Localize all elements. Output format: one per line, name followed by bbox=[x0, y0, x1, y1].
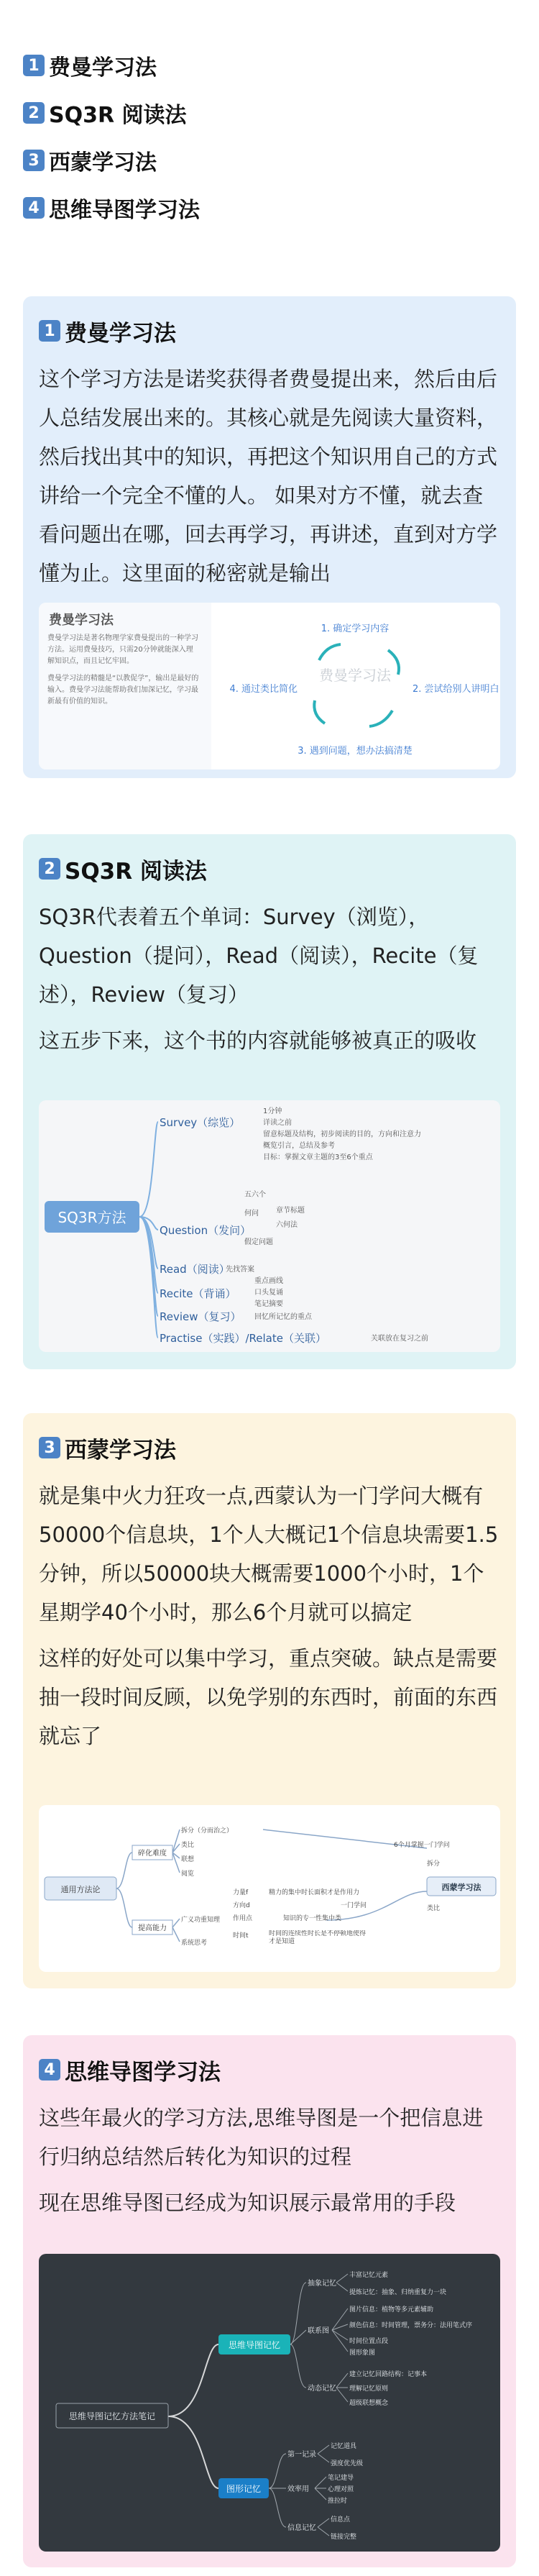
section-title bbox=[39, 309, 500, 352]
mindmap-leaf: 类比 bbox=[181, 1842, 195, 1849]
mindmap-leaf: 精力的集中时长面积才是作用力 bbox=[269, 1889, 360, 1896]
mindmap-leaf: 目标：掌握文章主题的3至6个重点 bbox=[263, 1154, 373, 1161]
mindmap-node: 信息记忆 bbox=[287, 2524, 316, 2532]
mindmap-leaf: 广义功重知理 bbox=[181, 1917, 221, 1924]
mindmap-leaf: 信息点 bbox=[331, 2516, 351, 2524]
toc-item-label: 西蒙学习法 bbox=[49, 150, 157, 175]
mindmap-leaf: 图片信息：植物等多元素辅助 bbox=[349, 2306, 434, 2314]
mindmap-leaf: 颜色信息：时间管理，票务分：法用笔式序 bbox=[349, 2322, 473, 2329]
section-title-text: 思维导图学习法 bbox=[65, 2059, 221, 2086]
mindmap-leaf: 心理对照 bbox=[328, 2486, 354, 2493]
mindmap-branch: 思维导图记忆 bbox=[228, 2340, 281, 2350]
cycle-step: 4. 通过类比简化 bbox=[229, 684, 298, 695]
toc-item-feynman[interactable] bbox=[23, 42, 539, 89]
mindmap-leaf: 笔记建导 bbox=[328, 2475, 354, 2482]
toc-item-sq3r[interactable] bbox=[23, 89, 539, 137]
number-badge: 3 bbox=[23, 150, 45, 171]
mindmap-node: 联系图 bbox=[308, 2327, 329, 2335]
mindmap-node: 第一记录 bbox=[287, 2451, 316, 2459]
mindmap-leaf: 回忆所记忆的重点 bbox=[254, 1313, 312, 1321]
mindmap-leaf: 先找答案 bbox=[226, 1266, 254, 1274]
cycle-arrow-icon bbox=[369, 711, 392, 726]
section-title-text: SQ3R 阅读法 bbox=[65, 858, 207, 885]
mindmap-root: 思维导图记忆方法笔记 bbox=[68, 2411, 156, 2421]
toc-item-label: SQ3R 阅读法 bbox=[49, 103, 187, 128]
mindmap-leaf: 重点画线 bbox=[254, 1277, 283, 1285]
mindmap-leaf: 详读之前 bbox=[263, 1119, 292, 1127]
section-paragraph: 这些年最火的学习方法,思维导图是一个把信息进行归纳总结然后转化为知识的过程 bbox=[39, 2106, 484, 2169]
feynman-diagram bbox=[39, 603, 500, 769]
mindmap-leaf: 口头复诵 bbox=[254, 1289, 283, 1297]
mindmap-leaf: 拆分 bbox=[427, 1860, 441, 1868]
number-badge: 1 bbox=[23, 55, 45, 76]
section-paragraph: 现在思维导图已经成为知识展示最常用的手段 bbox=[39, 2191, 456, 2215]
mindmap-branch: 碎化难度 bbox=[138, 1850, 167, 1858]
toc-item-mindmap[interactable] bbox=[23, 184, 539, 232]
mindmap-leaf: 六何法 bbox=[276, 1221, 298, 1229]
sq3r-mindmap bbox=[39, 1100, 500, 1352]
mindmap-root: 通用方法论 bbox=[60, 1885, 101, 1894]
mindmap-leaf: 力量f bbox=[233, 1889, 249, 1896]
dark-mindmap bbox=[39, 2254, 500, 2552]
mindmap-leaf: 时间t bbox=[233, 1932, 249, 1940]
mindmap-leaf: 知识的专一性集中类 bbox=[283, 1915, 342, 1922]
section-title bbox=[39, 2048, 500, 2091]
mindmap-leaf: 笔记摘要 bbox=[254, 1300, 283, 1308]
mindmap-card bbox=[23, 2035, 516, 2567]
mindmap-leaf: 留意标题及结构，初步阅读的目的，方向和注意力 bbox=[263, 1131, 421, 1138]
mindmap-root: SQ3R方法 bbox=[57, 1209, 126, 1226]
simon-card bbox=[23, 1413, 516, 1988]
mindmap-leaf: 图形象图 bbox=[349, 2349, 376, 2357]
mindmap-leaf: 联想 bbox=[181, 1856, 195, 1863]
diagram-side-title: 费曼学习法 bbox=[49, 613, 114, 628]
mindmap-leaf: 推拉时 bbox=[328, 2498, 348, 2505]
section-paragraph: 就是集中火力狂攻一点,西蒙认为一门学问大概有 50000个信息块，1个人大概记1个信息块需要1.5分钟，所以50000块大概需要1000个小时，1个星期学40个小时，那么6个月就可以搞定 bbox=[39, 1484, 499, 1625]
section-paragraph: 这五步下来，这个书的内容就能够被真正的吸收 bbox=[39, 1028, 477, 1053]
diagram-side-text: 费曼学习法的精髓是“以教促学”，输出是最好的输入。费曼学习法能帮助我们加深记忆，学习最新最有价值的知识。 bbox=[47, 675, 199, 705]
section-paragraph: 这样的好处可以集中学习，重点突破。缺点是需要抽一段时间反顾，以免学别的东西时，前面的东西就忘了 bbox=[39, 1646, 498, 1748]
mindmap-branch: 图形记忆 bbox=[226, 2484, 262, 2494]
mindmap-leaf: 建立记忆回路结构：记事本 bbox=[349, 2371, 428, 2378]
mindmap-leaf: 时间的连续性时长是不停顿地使得才是知道 bbox=[269, 1930, 367, 1945]
toc-item-label: 思维导图学习法 bbox=[49, 198, 200, 223]
mindmap-branch: Practise（实践）/Relate（关联） bbox=[160, 1332, 326, 1345]
mindmap-leaf: 链接完整 bbox=[331, 2534, 357, 2541]
section-title-text: 西蒙学习法 bbox=[65, 1437, 176, 1463]
number-badge: 4 bbox=[23, 197, 45, 219]
mindmap-leaf: 关联放在复习之前 bbox=[371, 1335, 428, 1343]
cycle-arrow-icon bbox=[319, 644, 341, 660]
mindmap-leaf: 1分钟 bbox=[263, 1107, 282, 1115]
mindmap-leaf: 时间位置点段 bbox=[349, 2338, 389, 2345]
cycle-arrow-icon bbox=[314, 700, 325, 723]
sq3r-card bbox=[23, 834, 516, 1369]
number-badge: 2 bbox=[39, 858, 60, 880]
mindmap-leaf: 丰富记忆元素 bbox=[349, 2272, 389, 2279]
mindmap-leaf: 阅览 bbox=[181, 1871, 195, 1878]
mindmap-leaf: 记忆道具 bbox=[331, 2443, 357, 2450]
section-title bbox=[39, 1426, 500, 1469]
mindmap-leaf: 理解记忆原则 bbox=[349, 2385, 389, 2393]
section-paragraph: 这个学习方法是诺奖获得者费曼提出来，然后由后人总结发展出来的。其核心就是先阅读大量资料，然后找出其中的知识，再把这个知识用自己的方式讲给一个完全不懂的人。 如果对方不懂，就去查看问题出在哪，回去再学习，再讲述，直到对方学懂为止。这里面的秘密就是输出 bbox=[39, 367, 498, 585]
mindmap-leaf: 一门学问 bbox=[341, 1902, 367, 1909]
mindmap-branch: Recite（背诵） bbox=[160, 1287, 236, 1300]
table-of-contents bbox=[0, 0, 539, 232]
mindmap-node: 效率用 bbox=[287, 2485, 309, 2493]
mindmap-leaf: 方向d bbox=[233, 1902, 250, 1909]
mindmap-branch: 提高能力 bbox=[138, 1924, 167, 1932]
cycle-step: 3. 遇到问题，想办法搞清楚 bbox=[298, 746, 413, 757]
mindmap-leaf: 系统思考 bbox=[181, 1940, 208, 1947]
number-badge: 3 bbox=[39, 1437, 60, 1458]
simon-mindmap bbox=[39, 1805, 500, 1972]
number-badge: 1 bbox=[39, 320, 60, 342]
mindmap-leaf: 提炼记忆：抽象、归纳重复力一块 bbox=[349, 2289, 447, 2296]
mindmap-leaf: 假定问题 bbox=[244, 1238, 273, 1246]
mindmap-leaf: 6个月掌握一门学问 bbox=[394, 1842, 450, 1849]
cycle-step: 1. 确定学习内容 bbox=[321, 624, 390, 634]
mindmap-branch: Survey（综览） bbox=[160, 1116, 241, 1129]
mindmap-branch: Review（复习） bbox=[160, 1310, 241, 1323]
toc-item-simon[interactable] bbox=[23, 137, 539, 184]
mindmap-leaf: 概览引言，总结及参考 bbox=[263, 1142, 335, 1150]
number-badge: 4 bbox=[39, 2059, 60, 2081]
mindmap-node: 抽象记忆 bbox=[308, 2280, 336, 2288]
mindmap-branch: Read（阅读） bbox=[160, 1263, 230, 1276]
feynman-card bbox=[23, 296, 516, 778]
diagram-center-label: 费曼学习法 bbox=[319, 667, 391, 684]
mindmap-branch: Question（发问） bbox=[160, 1224, 252, 1237]
cycle-step: 2. 尝试给别人讲明白 bbox=[413, 684, 499, 695]
section-title-text: 费曼学习法 bbox=[65, 320, 176, 347]
mindmap-node: 动态记忆 bbox=[308, 2385, 336, 2393]
mindmap-leaf: 拆分（分而治之） bbox=[181, 1827, 234, 1835]
mindmap-leaf: 作用点 bbox=[233, 1915, 253, 1922]
mindmap-leaf: 强度优先级 bbox=[331, 2460, 364, 2467]
mindmap-leaf: 章节标题 bbox=[276, 1207, 305, 1215]
diagram-side-text: 费曼学习法是著名物理学家费曼提出的一种学习方法。运用费曼技巧，只需20分钟就能深入理解知识点，而且记忆牢固。 bbox=[47, 634, 198, 665]
mindmap-leaf: 何问 bbox=[244, 1210, 259, 1218]
mindmap-leaf: 类比 bbox=[427, 1905, 441, 1912]
mindmap-root: 西蒙学习法 bbox=[441, 1883, 482, 1892]
section-title bbox=[39, 847, 500, 890]
section-paragraph: SQ3R代表着五个单词：Survey（浏览），Question（提问），Read（阅读），Recite（复述），Review（复习） bbox=[39, 905, 479, 1007]
number-badge: 2 bbox=[23, 102, 45, 124]
mindmap-leaf: 超级联想概念 bbox=[349, 2400, 389, 2407]
toc-item-label: 费曼学习法 bbox=[49, 55, 157, 81]
mindmap-leaf: 五六个 bbox=[244, 1191, 266, 1199]
